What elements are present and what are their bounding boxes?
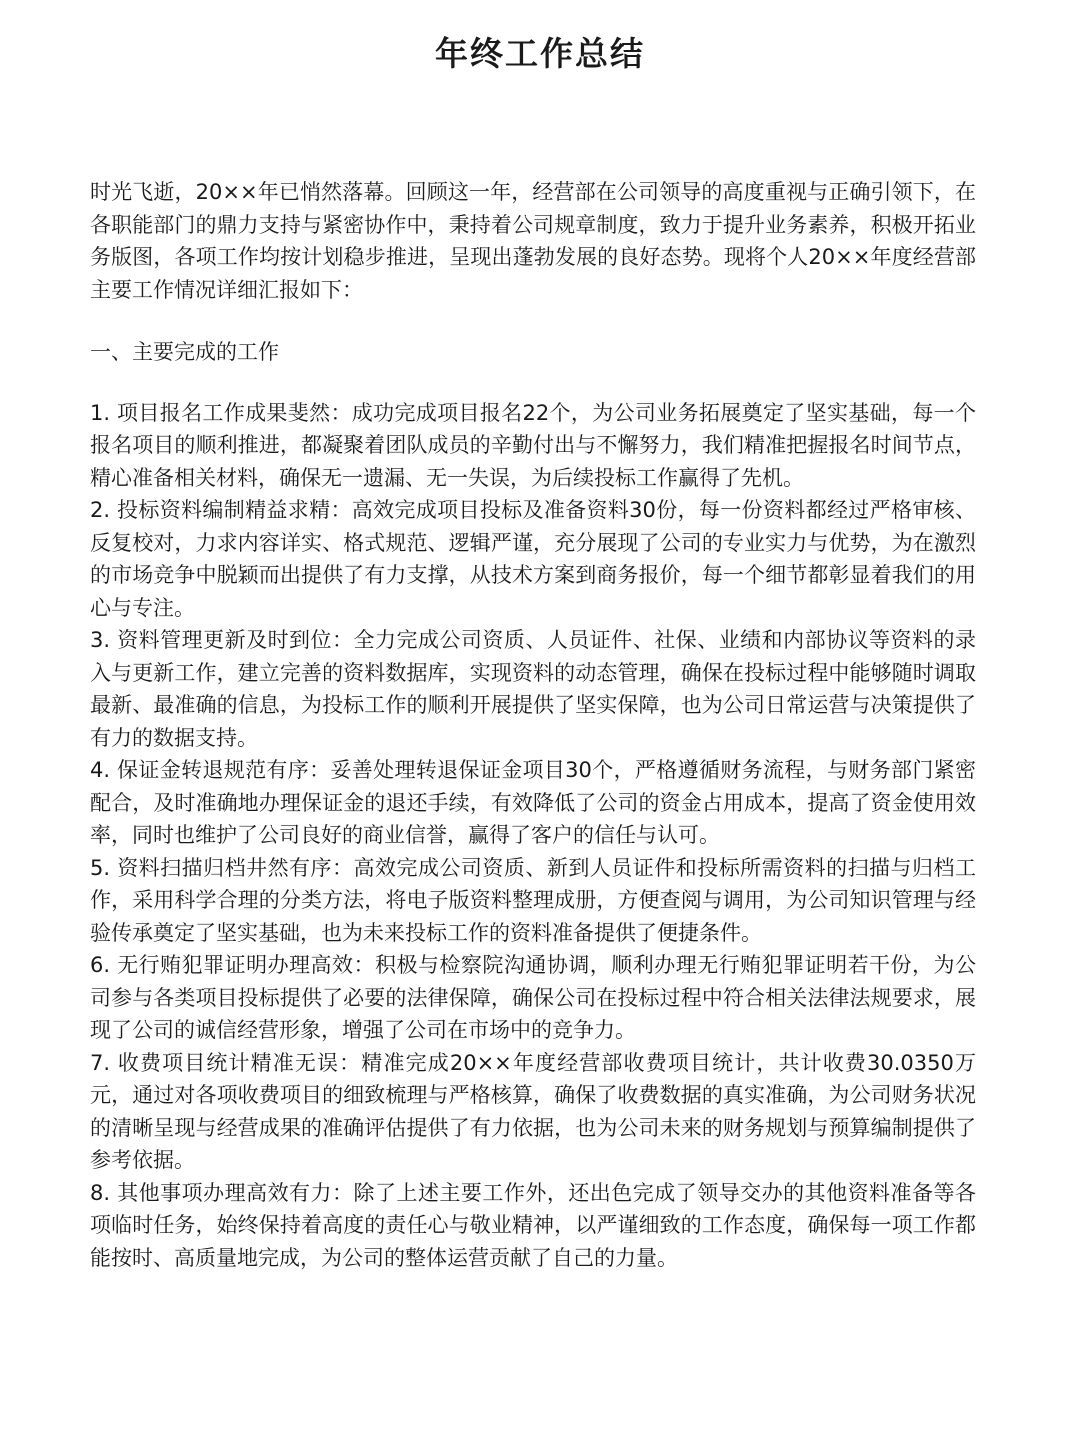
work-item-8: 8. 其他事项办理高效有力：除了上述主要工作外，还出色完成了领导交办的其他资料准备等各项临时任务，始终保持着高度的责任心与敬业精神，以严谨细致的工作态度，确保每一项工作都能按时、高质量地完成，为公司的整体运营贡献了自己的力量。	[90, 1180, 976, 1270]
work-item-7: 7. 收费项目统计精准无误：精准完成20××年度经营部收费项目统计，共计收费30.0350万元，通过对各项收费项目的细致梳理与严格核算，确保了收费数据的真实准确，为公司财务状况的清晰呈现与经营成果的准确评估提供了有力依据，也为公司未来的财务规划与预算编制提供了参考依据。	[90, 1050, 976, 1172]
section-heading: 一、主要完成的工作	[90, 340, 279, 364]
work-item-1: 1. 项目报名工作成果斐然：成功完成项目报名22个，为公司业务拓展奠定了坚实基础，每一个报名项目的顺利推进，都凝聚着团队成员的辛勤付出与不懈努力，我们精准把握报名时间节点，精心准备相关材料，确保无一遗漏、无一失误，为后续投标工作赢得了先机。	[90, 400, 976, 490]
work-item-5: 5. 资料扫描归档井然有序：高效完成公司资质、新到人员证件和投标所需资料的扫描与归档工作，采用科学合理的分类方法，将电子版资料整理成册，方便查阅与调用，为公司知识管理与经验传承奠定了坚实基础，也为未来投标工作的资料准备提供了便捷条件。	[90, 855, 976, 945]
work-item-2: 2. 投标资料编制精益求精：高效完成项目投标及准备资料30份，每一份资料都经过严格审核、反复校对，力求内容详实、格式规范、逻辑严谨，充分展现了公司的专业实力与优势，为在激烈的市场竞争中脱颖而出提供了有力支撑，从技术方案到商务报价，每一个细节都彰显着我们的用心与专注。	[90, 498, 976, 620]
work-item-4: 4. 保证金转退规范有序：妥善处理转退保证金项目30个，严格遵循财务流程，与财务部门紧密配合，及时准确地办理保证金的退还手续，有效降低了公司的资金占用成本，提高了资金使用效率，同时也维护了公司良好的商业信誉，赢得了客户的信任与认可。	[90, 758, 976, 847]
document-title: 年终工作总结	[435, 34, 645, 73]
work-items-list	[90, 397, 976, 1275]
intro-paragraph: 时光飞逝，20××年已悄然落幕。回顾这一年，经营部在公司领导的高度重视与正确引领下，在各职能部门的鼎力支持与紧密协作中，秉持着公司规章制度，致力于提升业务素养，积极开拓业务版图，各项工作均按计划稳步推进，呈现出蓬勃发展的良好态势。现将个人20××年度经营部主要工作情况详细汇报如下：	[90, 180, 976, 302]
work-item-3: 3. 资料管理更新及时到位：全力完成公司资质、人员证件、社保、业绩和内部协议等资料的录入与更新工作，建立完善的资料数据库，实现资料的动态管理，确保在投标过程中能够随时调取最新、最准确的信息，为投标工作的顺利开展提供了坚实保障，也为公司日常运营与决策提供了有力的数据支持。	[90, 628, 976, 750]
work-item-6: 6. 无行贿犯罪证明办理高效：积极与检察院沟通协调，顺利办理无行贿犯罪证明若干份，为公司参与各类项目投标提供了必要的法律保障，确保公司在投标过程中符合相关法律法规要求，展现了公司的诚信经营形象，增强了公司在市场中的竞争力。	[90, 953, 976, 1042]
